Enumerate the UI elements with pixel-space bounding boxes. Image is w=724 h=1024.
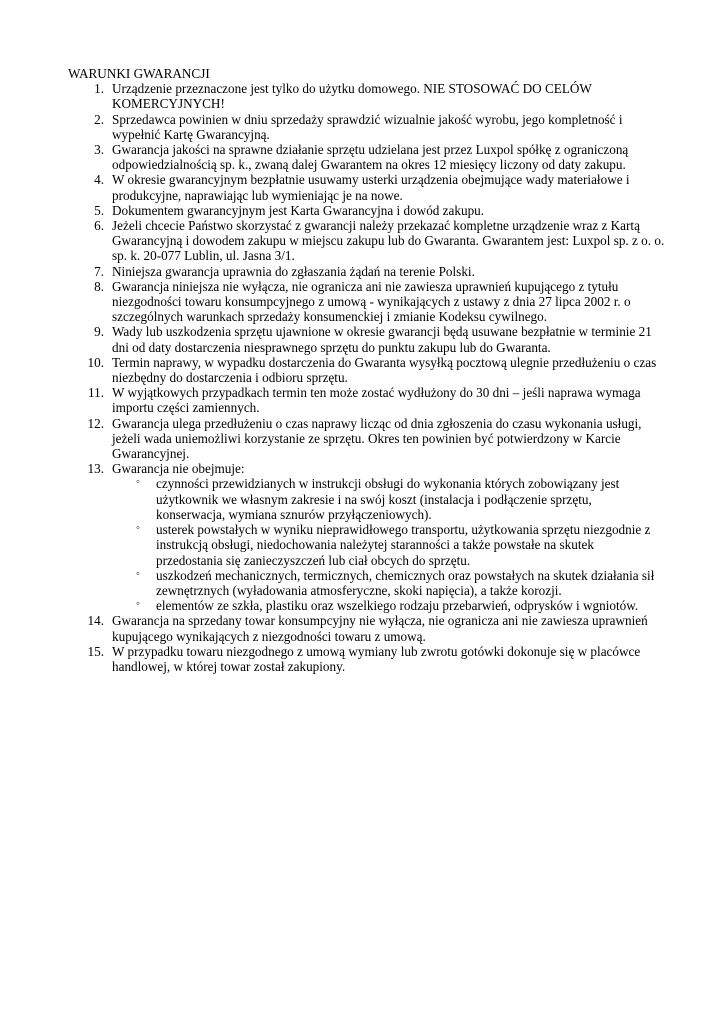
- term-number: 15.: [87, 643, 104, 659]
- term-number: 13.: [87, 461, 104, 477]
- warranty-terms-list-continued: [68, 613, 668, 674]
- exclusions-list: [68, 476, 668, 613]
- term-item-5: [68, 203, 668, 218]
- warranty-terms-list: [68, 81, 668, 476]
- term-number: 12.: [87, 415, 104, 431]
- term-item-7: [68, 264, 668, 279]
- term-number: 10.: [87, 354, 104, 370]
- term-number: 7.: [94, 263, 104, 279]
- hollow-bullet-icon: ◦: [136, 522, 140, 535]
- term-item-8: [68, 279, 668, 325]
- term-item-4: [68, 172, 668, 202]
- term-text: Urządzenie przeznaczone jest tylko do użytku domowego. NIE STOSOWAĆ DO CELÓW KOMERCYJNYCH!: [112, 81, 592, 112]
- term-number: 14.: [87, 613, 104, 629]
- term-item-13: [68, 461, 668, 476]
- term-item-15: [68, 644, 668, 674]
- document-content: [68, 66, 668, 674]
- term-item-2: [68, 112, 668, 142]
- term-number: 1.: [94, 81, 104, 97]
- term-item-10: [68, 355, 668, 385]
- term-number: 8.: [94, 278, 104, 294]
- term-text: Dokumentem gwarancyjnym jest Karta Gwarancyjna i dowód zakupu.: [112, 202, 485, 218]
- hollow-bullet-icon: ◦: [136, 476, 140, 489]
- term-item-14: [68, 613, 668, 643]
- term-number: 11.: [88, 385, 104, 401]
- term-number: 5.: [94, 202, 104, 218]
- term-text: W przypadku towaru niezgodnego z umową wymiany lub zwrotu gotówki dokonuje się w placówce handlowej, w której towar został zakupiony.: [112, 643, 641, 674]
- exclusion-item-1: [68, 476, 668, 522]
- term-text: W wyjątkowych przypadkach termin ten może zostać wydłużony do 30 dni – jeśli naprawa wymaga importu części zamiennych.: [112, 385, 641, 416]
- term-item-3: [68, 142, 668, 172]
- exclusion-text: usterek powstałych w wyniku nieprawidłowego transportu, użytkowania sprzętu niezgodnie z instrukcją obsługi, niedochowania należytej staranności a także powstałe na skutek przedostania się zanieczyszczeń lub ciał obcych do sprzętu.: [156, 522, 651, 568]
- term-text: Gwarancja na sprzedany towar konsumpcyjny nie wyłącza, nie ogranicza ani nie zawiesza uprawnień kupującego wynikających z niezgodności towaru z umową.: [112, 613, 648, 644]
- term-item-1: [68, 81, 668, 111]
- term-item-9: [68, 324, 668, 354]
- term-number: 3.: [94, 142, 104, 158]
- term-number: 2.: [94, 111, 104, 127]
- term-text: Gwarancja jakości na sprawne działanie sprzętu udzielana jest przez Luxpol spółkę z ograniczoną odpowiedzialnością sp. k., zwaną dalej Gwarantem na okres 12 miesięcy liczony od daty zakupu.: [112, 142, 629, 173]
- term-text: W okresie gwarancyjnym bezpłatnie usuwamy usterki urządzenia obejmujące wady materiałowe i produkcyjne, naprawiając lub wymieniając je na nowe.: [112, 172, 630, 203]
- exclusion-text: uszkodzeń mechanicznych, termicznych, chemicznych oraz powstałych na skutek działania sił zewnętrznych (wyładowania atmosferyczne, skoki napięcia), a także korozji.: [156, 567, 655, 598]
- term-text: Gwarancja nie obejmuje:: [112, 461, 245, 477]
- term-item-12: [68, 416, 668, 462]
- term-text: Jeżeli chcecie Państwo skorzystać z gwarancji należy przekazać kompletne urządzenie wraz z Kartą Gwarancyjną i dowodem zakupu w miejscu zakupu lub do Gwaranta. Gwarantem jest: Luxpol sp. z o. o. sp. k. 20-077 Lublin, ul. Jasna 3/1.: [112, 218, 665, 264]
- exclusion-text: czynności przewidzianych w instrukcji obsługi do wykonania których zobowiązany jest użytkownik we własnym zakresie i na swój koszt (instalacja i podłączenie sprzętu, konserwacja, wymiana sznurów przyłączeniowych).: [156, 476, 620, 522]
- term-number: 6.: [94, 218, 104, 234]
- hollow-bullet-icon: ◦: [136, 598, 140, 611]
- term-text: Niniejsza gwarancja uprawnia do zgłaszania żądań na terenie Polski.: [112, 263, 475, 279]
- term-text: Sprzedawca powinien w dniu sprzedaży sprawdzić wizualnie jakość wyrobu, jego kompletność i wypełnić Kartę Gwarancyjną.: [112, 111, 623, 142]
- document-title: WARUNKI GWARANCJI: [68, 66, 210, 81]
- term-item-11: [68, 385, 668, 415]
- term-text: Gwarancja niniejsza nie wyłącza, nie ogranicza ani nie zawiesza uprawnień kupującego z tytułu niezgodności towaru konsumpcyjnego z umową - wynikających z ustawy z dnia 27 lipca 2002 r. o szczególnych warunkach sprzedaży konsumenckiej i zmianie Kodeksu cywilnego.: [112, 278, 631, 325]
- exclusion-item-4: [68, 598, 668, 613]
- exclusion-text: elementów ze szkła, plastiku oraz wszelkiego rodzaju przebarwień, odprysków i wgniotów.: [156, 598, 639, 614]
- term-text: Termin naprawy, w wypadku dostarczenia do Gwaranta wysyłką pocztową ulegnie przedłużeniu o czas niezbędny do dostarczenia i odbioru sprzętu.: [112, 354, 657, 386]
- term-text: Gwarancja ulega przedłużeniu o czas naprawy licząc od dnia zgłoszenia do czasu wykonania usługi, jeżeli wada uniemożliwi korzystanie ze sprzętu. Okres ten powinien być potwierdzony w Karcie Gwarancyjnej.: [112, 415, 642, 462]
- term-item-6: [68, 218, 668, 264]
- exclusion-item-3: [68, 568, 668, 598]
- hollow-bullet-icon: ◦: [136, 567, 140, 580]
- exclusion-item-2: [68, 522, 668, 568]
- term-number: 4.: [94, 172, 104, 188]
- term-text: Wady lub uszkodzenia sprzętu ujawnione w okresie gwarancji będą usuwane bezpłatnie w terminie 21 dni od daty dostarczenia niesprawnego sprzętu do punktu zakupu lub do Gwaranta.: [112, 324, 652, 355]
- term-number: 9.: [94, 324, 104, 340]
